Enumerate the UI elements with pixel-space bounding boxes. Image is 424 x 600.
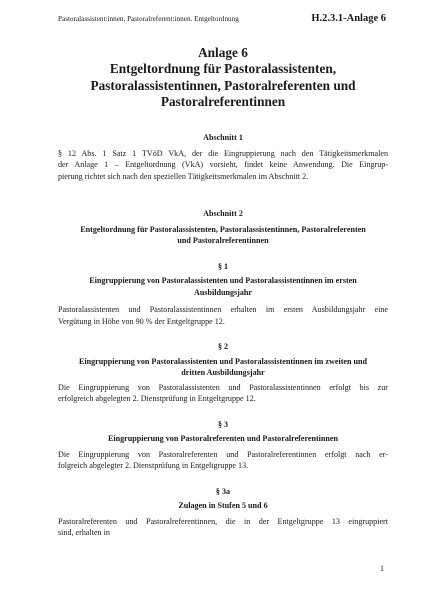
section-heading: Abschnitt 2	[203, 209, 243, 219]
section-heading: Abschnitt 1	[203, 133, 243, 143]
text-line: der Anlage 1 – Entgeltordnung (VkA) vorsieht, findet keine Anwendung. Die Eingrup-	[58, 160, 388, 170]
section-subheading: und Pastoralreferentinnen	[177, 236, 269, 246]
paragraph-title: Eingruppierung von Pastoralassistenten und Pastoralassistentinnen im ersten	[89, 276, 357, 286]
paragraph-text	[58, 382, 388, 405]
paragraph-title: Zulagen in Stufen 5 und 6	[178, 501, 268, 511]
paragraph-number: § 1	[217, 261, 229, 271]
paragraph-number: § 3	[217, 419, 229, 429]
running-header	[58, 13, 386, 24]
document-title	[58, 45, 388, 110]
paragraph-title: dritten Ausbildungsjahr	[181, 368, 265, 378]
section-subheading: Entgeltordnung für Pastoralassistenten, Pastoralassistentinnen, Pastoralreferenten	[80, 224, 366, 234]
header-subject: Pastoralassistent:innen, Pastoralreferent:innen. Entgeltordnung	[58, 15, 239, 23]
paragraph-text	[58, 516, 388, 539]
text-line: folgreich abgelegter 2. Dienstprüfung in Entgeltgruppe 13.	[58, 461, 249, 471]
text-line: erfolgreich abgelegten 2. Dienstprüfung in Entgeltgruppe 12.	[58, 394, 256, 404]
text-line: Die Eingruppierung von Pastoralreferenten und Pastoralreferentinnen erfolgt nach er-	[58, 449, 388, 459]
text-line: § 12 Abs. 1 Satz 1 TVöD VkA, der die Eingruppierung nach den Tätigkeitsmerkmalen	[58, 148, 388, 158]
text-line: Die Eingruppierung von Pastoralassistenten und Pastoralassistentinnen erfolgt bis zur	[58, 382, 388, 392]
paragraph-text	[58, 148, 388, 183]
text-line: pierung richtet sich nach den speziellen Tätigkeitsmerkmalen im Abschnitt 2.	[58, 171, 309, 181]
paragraph-title: Eingruppierung von Pastoralreferenten und Pastoralreferentinnen	[107, 434, 339, 444]
paragraph-title: Ausbildungsjahr	[193, 287, 253, 297]
title-line: Pastoralreferentinnen	[160, 93, 286, 109]
document-body	[58, 45, 388, 539]
text-line: Pastoralreferenten und Pastoralreferentinnen, die in der Entgeltgruppe 13 eingruppiert	[58, 516, 388, 526]
text-line: Vergütung in Höhe von 90 % der Entgeltgruppe 12.	[58, 316, 225, 326]
paragraph-text	[58, 304, 388, 327]
paragraph-number: § 3a	[215, 486, 231, 496]
header-document-id: H.2.3.1-Anlage 6	[311, 13, 386, 24]
text-line: Pastoralassistenten und Pastoralassistentinnen erhalten im ersten Ausbildungsjahr eine	[58, 305, 388, 315]
text-line: sind, erhalten in	[58, 528, 110, 538]
paragraph-title: Eingruppierung von Pastoralassistenten und Pastoralassistentinnen im zweiten und	[78, 356, 368, 366]
title-line: Entgeltordnung für Pastoralassistenten,	[109, 61, 337, 77]
title-line: Anlage 6	[198, 45, 248, 60]
paragraph-number: § 2	[217, 342, 229, 352]
page-number: 1	[380, 564, 384, 573]
title-line: Pastoralassistentinnen, Pastoralreferenten und	[90, 77, 356, 93]
paragraph-text	[58, 449, 388, 472]
